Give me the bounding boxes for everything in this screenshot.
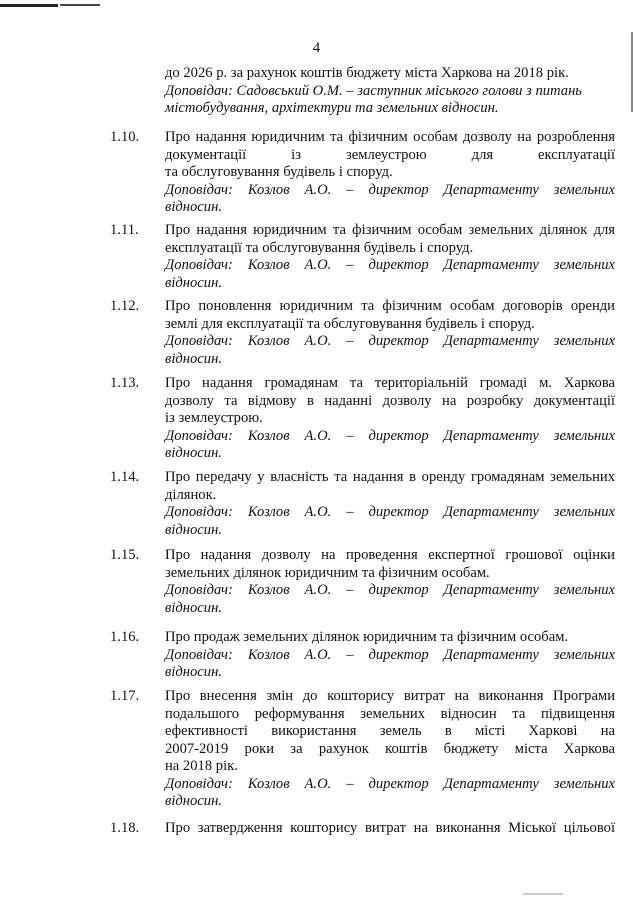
item-number: 1.15.: [110, 547, 140, 563]
item-number: 1.16.: [110, 629, 140, 645]
item-reporter-line: відносин.: [165, 664, 222, 680]
top-edge-mark: [0, 4, 58, 7]
agenda-item-1-16: [110, 629, 615, 682]
item-text-line: Про внесення змін до кошторису витрат на виконання Програми: [165, 688, 615, 704]
item-reporter-line: відносин.: [165, 445, 222, 461]
item-number: 1.10.: [110, 129, 140, 145]
item-text-line: подальшого реформування земельних відносин та підвищення: [165, 705, 615, 722]
page-number: 4: [312, 40, 321, 56]
item-reporter-line: відносин.: [165, 199, 222, 215]
item-text-line: експлуатації та обслуговування будівель і споруд.: [165, 239, 474, 256]
item-text-line: ділянок.: [165, 486, 217, 503]
agenda-item-1-12: [110, 298, 615, 368]
item-text-line: земельних ділянок юридичним та фізичним особам.: [165, 564, 490, 581]
agenda-item-1-18: [110, 820, 615, 838]
item-number: 1.14.: [110, 469, 140, 485]
item-text-line: Про надання юридичним та фізичним особам земельних ділянок для: [165, 222, 615, 238]
item-reporter-line: Доповідач: Козлов А.О. – директор Департаменту земельних: [165, 775, 615, 792]
item-text-line: Про передачу у власність та надання в оренду громадянам земельних: [165, 469, 615, 485]
item-text-line: Про продаж земельних ділянок юридичним та фізичним особам.: [165, 629, 569, 645]
item-text-line: Про надання громадянам та територіальній громаді м. Харкова: [165, 375, 615, 391]
agenda-item-1-14: [110, 469, 615, 539]
item-number: 1.12.: [110, 298, 140, 314]
item-number: 1.11.: [110, 222, 139, 238]
item-text-line: 2007-2019 роки за рахунок коштів бюджету міста Харкова: [165, 740, 615, 757]
item-text-line: на 2018 рік.: [165, 758, 238, 774]
intro-reporter-line: Доповідач: Садовський О.М. – заступник міського голови з питань: [165, 82, 582, 99]
item-reporter-line: Доповідач: Козлов А.О. – директор Департаменту земельних: [165, 504, 615, 520]
item-reporter-line: відносин.: [165, 521, 222, 538]
item-number: 1.13.: [110, 375, 140, 391]
agenda-item-1-11: [110, 222, 615, 292]
item-reporter-line: відносин.: [165, 274, 222, 291]
item-number: 1.18.: [110, 820, 140, 836]
item-reporter-line: Доповідач: Козлов А.О. – директор Департаменту земельних: [165, 646, 615, 663]
item-text-line: із землеустрою.: [165, 410, 263, 426]
item-text-line: землі для експлуатації та обслуговування будівель і споруд.: [165, 315, 535, 332]
agenda-item-1-15: [110, 547, 615, 617]
item-reporter-line: відносин.: [165, 599, 222, 616]
item-reporter-line: Доповідач: Козлов А.О. – директор Департаменту земельних: [165, 582, 615, 598]
intro-reporter-line: містобудування, архітектури та земельних відносин.: [165, 100, 499, 116]
item-text-line: Про поновлення юридичним та фізичним особам договорів оренди: [165, 298, 615, 314]
item-number: 1.17.: [110, 688, 140, 704]
item-reporter-line: Доповідач: Козлов А.О. – директор Департаменту земельних: [165, 181, 615, 198]
agenda-item-1-17: [110, 688, 615, 811]
item-text-line: ефективності використання земель в місті Харкові на: [165, 723, 615, 739]
item-reporter-line: Доповідач: Козлов А.О. – директор Департаменту земельних: [165, 257, 615, 273]
scan-artifact: [523, 893, 563, 895]
item-text-line: Про надання дозволу на проведення експертної грошової оцінки: [165, 547, 615, 563]
item-reporter-line: Доповідач: Козлов А.О. – директор Департаменту земельних: [165, 427, 615, 444]
agenda-item-1-10: [110, 129, 615, 217]
item-reporter-line: Доповідач: Козлов А.О. – директор Департаменту земельних: [165, 333, 615, 349]
intro-text-line: до 2026 р. за рахунок коштів бюджету міста Харкова на 2018 рік.: [165, 65, 569, 81]
top-edge-mark-secondary: [60, 4, 100, 6]
item-text-line: дозволу та відмову в наданні дозволу на розробку документації: [165, 392, 615, 409]
item-text-line: та обслуговування будівель і споруд.: [165, 164, 393, 180]
intro-continuation: [165, 65, 615, 118]
item-reporter-line: відносин.: [165, 793, 222, 809]
agenda-item-1-13: [110, 375, 615, 463]
item-text-line: Про надання юридичним та фізичним особам дозволу на розроблення: [165, 129, 615, 145]
item-text-line: документації із землеустрою для експлуатації: [165, 146, 615, 163]
item-reporter-line: відносин.: [165, 350, 222, 367]
item-text-line: Про затвердження кошторису витрат на виконання Міської цільової: [165, 820, 615, 836]
